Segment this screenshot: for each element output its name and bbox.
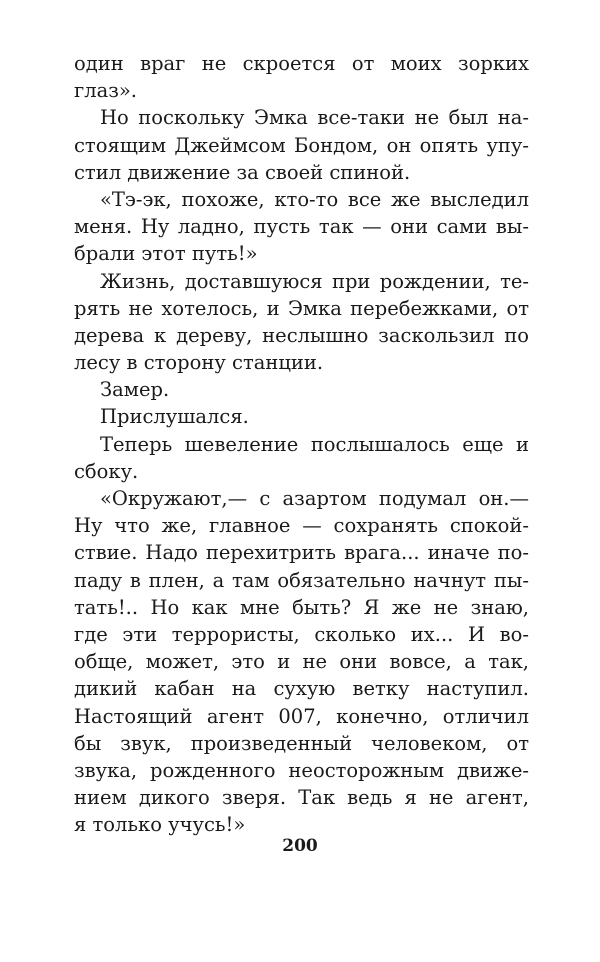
text-line: меня. Ну ладно, пусть так — они сами вы- <box>74 215 529 239</box>
text-line: дерева к дереву, неслышно заскользил по <box>74 323 529 347</box>
paragraph <box>74 186 529 268</box>
text-line: сбоку. <box>74 459 139 483</box>
paragraph <box>74 431 529 485</box>
paragraph <box>74 268 529 377</box>
text-line: дикий кабан на сухую ветку наступил. <box>74 677 529 701</box>
paragraph <box>74 376 529 403</box>
text-line: я только учусь!» <box>74 813 246 837</box>
page-body <box>74 50 529 838</box>
text-line: «Окружают,— с азартом подумал он.— <box>100 487 529 510</box>
text-line: брали этот путь!» <box>74 242 258 266</box>
text-line: лесу в сторону станции. <box>74 351 324 375</box>
text-line: «Тэ-эк, похоже, кто-то все же выследил <box>100 187 529 211</box>
text-line: тать!.. Но как мне быть? Я же не знаю, <box>74 595 529 619</box>
text-line: стил движение за своей спиной. <box>74 160 411 184</box>
text-line: бы звук, произведенный человеком, от <box>74 731 529 755</box>
text-line: нием дикого зверя. Так ведь я не агент, <box>74 786 529 810</box>
text-line: глаз». <box>74 79 137 103</box>
text-line: Прислушался. <box>100 405 249 429</box>
text-line: ствие. Надо перехитрить врага... иначе по- <box>74 541 529 565</box>
text-line: Ну что же, главное — сохранять спокой- <box>74 514 529 538</box>
text-line: рять не хотелось, и Эмка перебежками, от <box>74 296 529 320</box>
text-line: Но поскольку Эмка все-таки не был на- <box>100 106 529 130</box>
text-line: паду в плен, а там обязательно начнут пы- <box>74 568 529 592</box>
text-line: Теперь шевеление послышалось еще и <box>100 432 529 456</box>
paragraph <box>74 485 529 838</box>
page-number: 200 <box>282 836 318 856</box>
text-line: один враг не скроется от моих зорких <box>74 52 529 75</box>
text-line: где эти террористы, сколько их... И во- <box>74 622 529 646</box>
text-line: обще, может, это и не они вовсе, а так, <box>74 650 529 674</box>
paragraph <box>74 104 529 186</box>
text-line: стоящим Джеймсом Бондом, он опять упу- <box>74 133 529 157</box>
text-line: Замер. <box>100 378 170 402</box>
paragraph <box>74 403 529 430</box>
text-line: Жизнь, доставшуюся при рождении, те- <box>100 269 529 293</box>
text-line: Настоящий агент 007, конечно, отличил <box>74 704 529 728</box>
text-line: звука, рожденного неосторожным движе- <box>74 758 529 782</box>
paragraph <box>74 50 529 104</box>
